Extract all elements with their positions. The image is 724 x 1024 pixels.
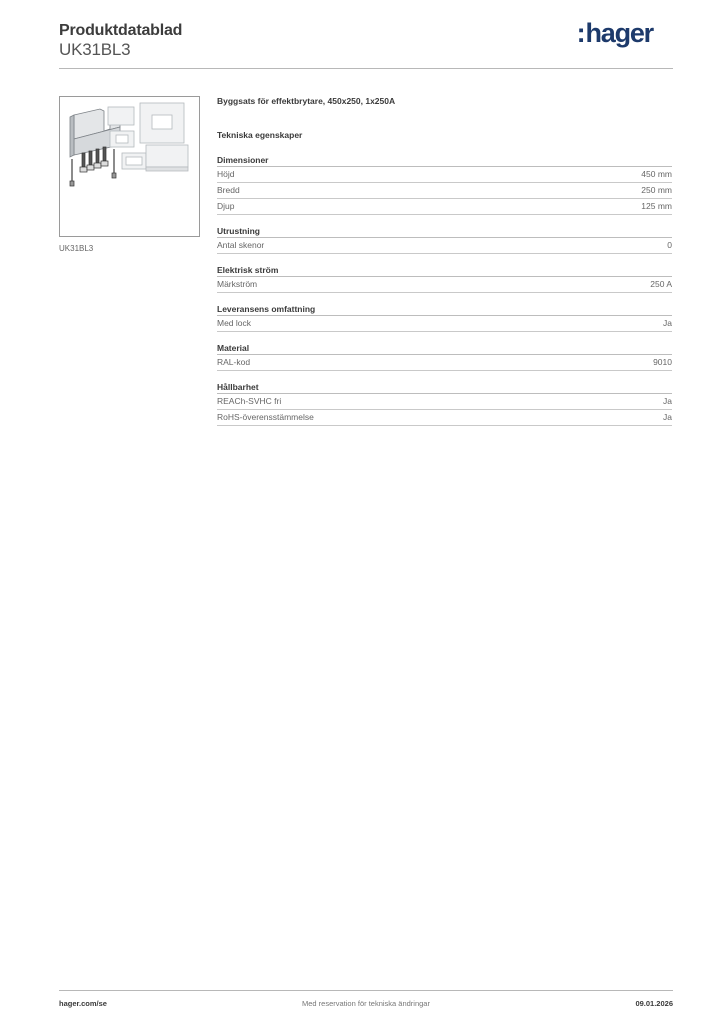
specifications (217, 96, 672, 437)
spec-value: 0 (667, 240, 672, 250)
spec-label: REACh-SVHC fri (217, 396, 282, 406)
spec-label: Höjd (217, 169, 235, 179)
spec-row (217, 238, 672, 254)
spec-row (217, 183, 672, 199)
spec-row (217, 394, 672, 410)
spec-row (217, 355, 672, 371)
hager-logo (577, 18, 653, 49)
image-caption: UK31BL3 (59, 244, 94, 253)
section-dimensions (217, 155, 672, 215)
spec-value: 125 mm (641, 201, 672, 211)
spec-label: Märkström (217, 279, 258, 289)
section-delivery-scope (217, 304, 672, 332)
page-header (59, 20, 673, 68)
spec-row (217, 167, 672, 183)
section-electrical (217, 265, 672, 293)
footer-date: 09.01.2026 (635, 999, 673, 1008)
spec-value: 9010 (653, 357, 672, 367)
product-image (59, 96, 200, 237)
spec-label: Bredd (217, 185, 240, 195)
spec-label: Djup (217, 201, 235, 211)
spec-label: RoHS-överensstämmelse (217, 412, 314, 422)
header-divider (59, 68, 673, 69)
product-kit-image (60, 97, 199, 236)
section-title: Hållbarhet (217, 382, 672, 394)
spec-row (217, 277, 672, 293)
spec-value: 250 A (650, 279, 672, 289)
spec-value: Ja (663, 318, 672, 328)
footer-divider (59, 990, 673, 991)
tech-heading: Tekniska egenskaper (217, 130, 303, 140)
section-title: Dimensioner (217, 155, 672, 167)
product-code: UK31BL3 (59, 40, 131, 59)
spec-label: RAL-kod (217, 357, 251, 367)
spec-row (217, 410, 672, 426)
spec-value: 250 mm (641, 185, 672, 195)
cover-plates-illustration (108, 103, 188, 171)
spec-row (217, 199, 672, 215)
product-description: Byggsats för effektbrytare, 450x250, 1x250A (217, 96, 396, 106)
footer-disclaimer: Med reservation för tekniska ändringar (302, 999, 430, 1008)
spec-label: Med lock (217, 318, 252, 328)
spec-value: Ja (663, 396, 672, 406)
logo-colon-mark: : (576, 18, 585, 48)
spec-label: Antal skenor (217, 240, 265, 250)
spec-value: 450 mm (641, 169, 672, 179)
spec-row (217, 316, 672, 332)
section-sustainability (217, 382, 672, 426)
spec-value: Ja (663, 412, 672, 422)
footer-website-link[interactable]: hager.com/se (59, 999, 107, 1008)
section-title: Leveransens omfattning (217, 304, 672, 316)
section-equipment (217, 226, 672, 254)
document-title: Produktdatablad (59, 22, 183, 39)
section-material (217, 343, 672, 371)
section-title: Utrustning (217, 226, 672, 238)
section-title: Material (217, 343, 672, 355)
section-title: Elektrisk ström (217, 265, 672, 277)
logo-text: hager (585, 18, 653, 48)
